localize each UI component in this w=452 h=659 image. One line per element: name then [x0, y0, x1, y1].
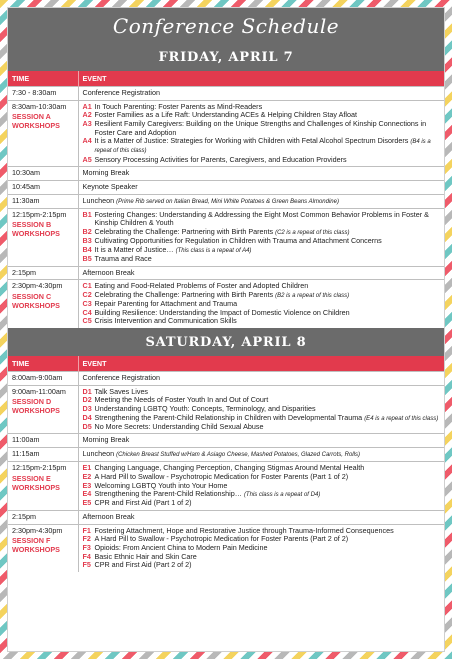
workshop-title: [95, 499, 192, 508]
workshop-code: B4: [82, 244, 92, 254]
workshop-code: F4: [82, 551, 91, 561]
workshop-title-text: Sensory Processing Activities for Parents, Caregivers, and Education Providers: [94, 154, 347, 164]
table-row: [8, 385, 444, 434]
time-cell: [8, 434, 78, 448]
table-row: [8, 448, 444, 462]
time-label: 11:30am: [12, 195, 40, 205]
workshop-code: F1: [82, 525, 91, 535]
time-cell: [8, 180, 78, 194]
workshop-code: B1: [82, 209, 92, 219]
time-cell: [8, 100, 78, 167]
time-cell: [8, 280, 78, 328]
time-label: 7:30 - 8:30am: [12, 88, 57, 97]
workshop-title-text: Celebrating the Challenge: Partnering with Birth Parents: [94, 289, 274, 299]
event-name: Keynote Speaker: [82, 181, 138, 191]
workshop-code: D5: [82, 421, 92, 431]
event-cell: [78, 385, 444, 434]
event-note: (Prime Rib served on Italian Bread, Mini White Potatoes & Green Beans Almondine): [116, 198, 339, 205]
time-cell: [8, 372, 78, 386]
table-row: [8, 87, 444, 101]
table-row: [8, 194, 444, 208]
time-label: 10:30am: [12, 168, 40, 178]
table-row: [8, 100, 444, 167]
session-label: SESSION B WORKSHOPS: [12, 220, 60, 238]
event-cell: [78, 524, 444, 572]
event-cell: [78, 462, 444, 511]
workshop-item: [83, 137, 441, 155]
workshop-title-text: Building Resilience: Understanding the Impact of Domestic Violence on Children: [94, 307, 350, 317]
table-row: [8, 208, 444, 266]
workshop-code: F2: [82, 534, 91, 544]
event-name: Afternoon Break: [82, 511, 135, 521]
workshop-code: B2: [82, 226, 92, 236]
workshop-title-text: Trauma and Race: [94, 253, 152, 263]
time-cell: [8, 167, 78, 181]
workshop-title-text: Opioids: From Ancient China to Modern Pain Medicine: [94, 542, 268, 552]
workshop-title-text: Basic Ethnic Hair and Skin Care: [94, 551, 197, 561]
workshop-title: [95, 423, 264, 432]
workshop-title-text: Crisis Intervention and Communication Skills: [94, 316, 237, 326]
time-label: 11:15am: [12, 449, 40, 459]
session-label: SESSION C WORKSHOPS: [12, 291, 60, 310]
table-row: [8, 167, 444, 181]
event-name: Morning Break: [82, 435, 130, 445]
event-cell: [78, 372, 444, 386]
workshop-item: [83, 561, 441, 570]
event-name: Conference Registration: [82, 88, 161, 97]
time-label: 2:15pm: [12, 267, 36, 277]
friday-schedule-table: [8, 71, 444, 328]
workshop-note: (B4 is a repeat of this class): [94, 139, 431, 155]
workshop-title-text: A Hard Pill to Swallow - Psychotropic Medication for Foster Parents (Part 1 of 2): [94, 471, 349, 481]
session-label: SESSION A WORKSHOPS: [12, 112, 60, 130]
time-label: 8:30am-10:30am: [12, 101, 67, 111]
workshop-title-text: Welcoming LGBTQ Youth into Your Home: [94, 480, 228, 490]
time-cell: [8, 510, 78, 524]
workshop-title-text: Celebrating the Challenge: Partnering with Birth Parents: [94, 226, 274, 236]
workshop-code: A4: [82, 136, 92, 146]
workshop-item: [83, 211, 441, 228]
session-label: SESSION F WORKSHOPS: [12, 536, 60, 554]
workshop-title: [95, 317, 237, 326]
workshop-title-text: Foster Families as a Life Raft: Understanding ACEs & Helping Children Stay Afloat: [94, 110, 357, 120]
table-row: [8, 266, 444, 280]
workshop-code: F3: [82, 542, 91, 552]
workshop-code: D3: [82, 403, 92, 413]
time-cell: [8, 462, 78, 511]
workshop-note: (E4 is a repeat of this class): [364, 415, 439, 422]
workshop-note: (This class is a repeat of D4): [243, 492, 321, 499]
time-cell: [8, 194, 78, 208]
event-name: Afternoon Break: [82, 267, 135, 277]
time-label: 8:00am-9:00am: [12, 373, 63, 383]
workshop-code: B3: [82, 236, 92, 246]
workshop-code: D1: [82, 386, 92, 396]
event-cell: [78, 87, 444, 101]
session-label: SESSION D WORKSHOPS: [12, 397, 60, 415]
event-column-header: EVENT: [78, 71, 444, 87]
workshop-item: [83, 156, 441, 165]
workshop-item: [83, 499, 441, 508]
workshop-code: D2: [82, 395, 92, 405]
time-column-header: TIME: [8, 71, 78, 87]
day-header-saturday: SATURDAY, APRIL 8: [8, 328, 444, 356]
workshop-title-text: It is a Matter of Justice: Strategies for Working with Children with Fetal Alcohol Spectrum Disorders: [94, 136, 409, 146]
workshop-title-text: CPR and First Aid (Part 1 of 2): [94, 498, 192, 508]
workshop-title: [95, 137, 441, 155]
time-cell: [8, 208, 78, 266]
time-cell: [8, 448, 78, 462]
event-cell: [78, 180, 444, 194]
session-label: SESSION E WORKSHOPS: [12, 473, 60, 492]
time-label: 2:30pm-4:30pm: [12, 525, 63, 535]
event-name: Morning Break: [82, 168, 130, 178]
workshop-title: [95, 120, 441, 137]
event-name: Conference Registration: [82, 373, 161, 383]
time-cell: [8, 266, 78, 280]
schedule-card: [8, 8, 444, 651]
time-cell: [8, 524, 78, 572]
time-label: 11:00am: [12, 435, 40, 445]
event-cell: [78, 510, 444, 524]
table-row: [8, 462, 444, 511]
event-cell: [78, 100, 444, 167]
table-row: [8, 180, 444, 194]
time-label: 2:30pm-4:30pm: [12, 281, 63, 291]
workshop-item: [83, 423, 441, 432]
workshop-note: (C2 is a repeat of this class): [275, 229, 350, 236]
workshop-code: C1: [82, 281, 92, 291]
time-column-header: TIME: [8, 356, 78, 372]
workshop-title-text: Fostering Changes: Understanding & Addressing the Eight Most Common Behavior Problems in Foster & Kinship Children & Youth: [94, 209, 429, 228]
event-cell: [78, 266, 444, 280]
event-cell: [78, 167, 444, 181]
workshop-code: D4: [82, 412, 92, 422]
saturday-schedule-table: [8, 356, 444, 572]
time-cell: [8, 385, 78, 434]
workshop-title-text: CPR and First Aid (Part 2 of 2): [94, 560, 192, 570]
event-cell: [78, 280, 444, 328]
table-row: [8, 524, 444, 572]
event-cell: [78, 448, 444, 462]
workshop-code: E4: [82, 489, 92, 499]
workshop-title-text: It is a Matter of Justice…: [94, 244, 174, 254]
workshop-title: [95, 255, 152, 264]
time-cell: [8, 87, 78, 101]
time-label: 2:15pm: [12, 511, 36, 521]
workshop-code: A2: [82, 110, 92, 120]
workshop-title-text: Talk Saves Lives: [94, 386, 149, 396]
workshop-title-text: Strengthening the Parent-Child Relationship in Children with Developmental Trauma: [94, 412, 363, 422]
workshop-code: E1: [82, 463, 92, 473]
workshop-item: [83, 120, 441, 137]
workshop-code: A1: [82, 101, 92, 111]
workshop-title-text: Eating and Food-Related Problems of Foster and Adopted Children: [94, 281, 309, 291]
table-row: [8, 372, 444, 386]
workshop-title: [95, 561, 192, 570]
table-row: [8, 280, 444, 328]
workshop-code: E2: [82, 471, 92, 481]
workshop-code: C3: [82, 299, 92, 309]
workshop-code: A5: [82, 154, 92, 164]
workshop-code: F5: [82, 560, 91, 570]
workshop-code: C4: [82, 307, 92, 317]
event-column-header: EVENT: [78, 356, 444, 372]
time-label: 12:15pm-2:15pm: [12, 463, 67, 473]
workshop-code: B5: [82, 253, 92, 263]
workshop-code: E5: [82, 498, 92, 508]
table-row: [8, 434, 444, 448]
day-header-friday: FRIDAY, APRIL 7: [8, 43, 444, 71]
workshop-title: [95, 211, 441, 228]
table-row: [8, 510, 444, 524]
event-name: Luncheon: [82, 195, 115, 205]
workshop-code: A3: [82, 118, 92, 128]
workshop-code: C5: [82, 316, 92, 326]
workshop-item: [83, 317, 441, 326]
workshop-title-text: Fostering Attachment, Hope and Restorative Justice through Trauma-Informed Consequences: [94, 525, 394, 535]
workshop-title-text: Strengthening the Parent-Child Relationship…: [94, 489, 242, 499]
workshop-title-text: Changing Language, Changing Perception, Changing Stigmas Around Mental Health: [94, 463, 365, 473]
event-note: (Chicken Breast Stuffed w/Ham & Asiago Cheese, Mashed Potatoes, Glazed Carrots, Rolls): [116, 452, 360, 459]
event-cell: [78, 434, 444, 448]
time-label: 10:45am: [12, 181, 40, 191]
workshop-code: E3: [82, 480, 92, 490]
event-name: Luncheon: [82, 449, 115, 459]
time-label: 9:00am-11:00am: [12, 386, 66, 396]
workshop-title-text: Repair Parenting for Attachment and Trauma: [94, 299, 238, 309]
workshop-title-text: Understanding LGBTQ Youth: Concepts, Terminology, and Disparities: [94, 403, 316, 413]
event-cell: [78, 208, 444, 266]
workshop-code: C2: [82, 289, 92, 299]
workshop-note: (This class is a repeat of A4): [175, 247, 252, 254]
workshop-note: (B2 is a repeat of this class): [275, 292, 350, 299]
page-title: Conference Schedule: [8, 8, 444, 43]
event-cell: [78, 194, 444, 208]
workshop-title-text: Cultivating Opportunities for Regulation in Children with Trauma and Attachment Concerns: [94, 236, 382, 246]
workshop-title-text: In Touch Parenting: Foster Parents as Mind-Readers: [94, 101, 263, 111]
workshop-title: [95, 156, 347, 165]
workshop-item: [83, 255, 441, 264]
workshop-title-text: No More Secrets: Understanding Child Sexual Abuse: [94, 421, 264, 431]
workshop-title-text: Meeting the Needs of Foster Youth In and Out of Court: [94, 395, 269, 405]
workshop-title-text: Resilient Family Caregivers: Building on the Unique Strengths and Challenges of Kinship Connections in Foster Care and Adoption: [94, 118, 427, 137]
time-label: 12:15pm-2:15pm: [12, 209, 67, 219]
workshop-title-text: A Hard Pill to Swallow - Psychotropic Medication for Foster Parents (Part 2 of 2): [94, 534, 349, 544]
